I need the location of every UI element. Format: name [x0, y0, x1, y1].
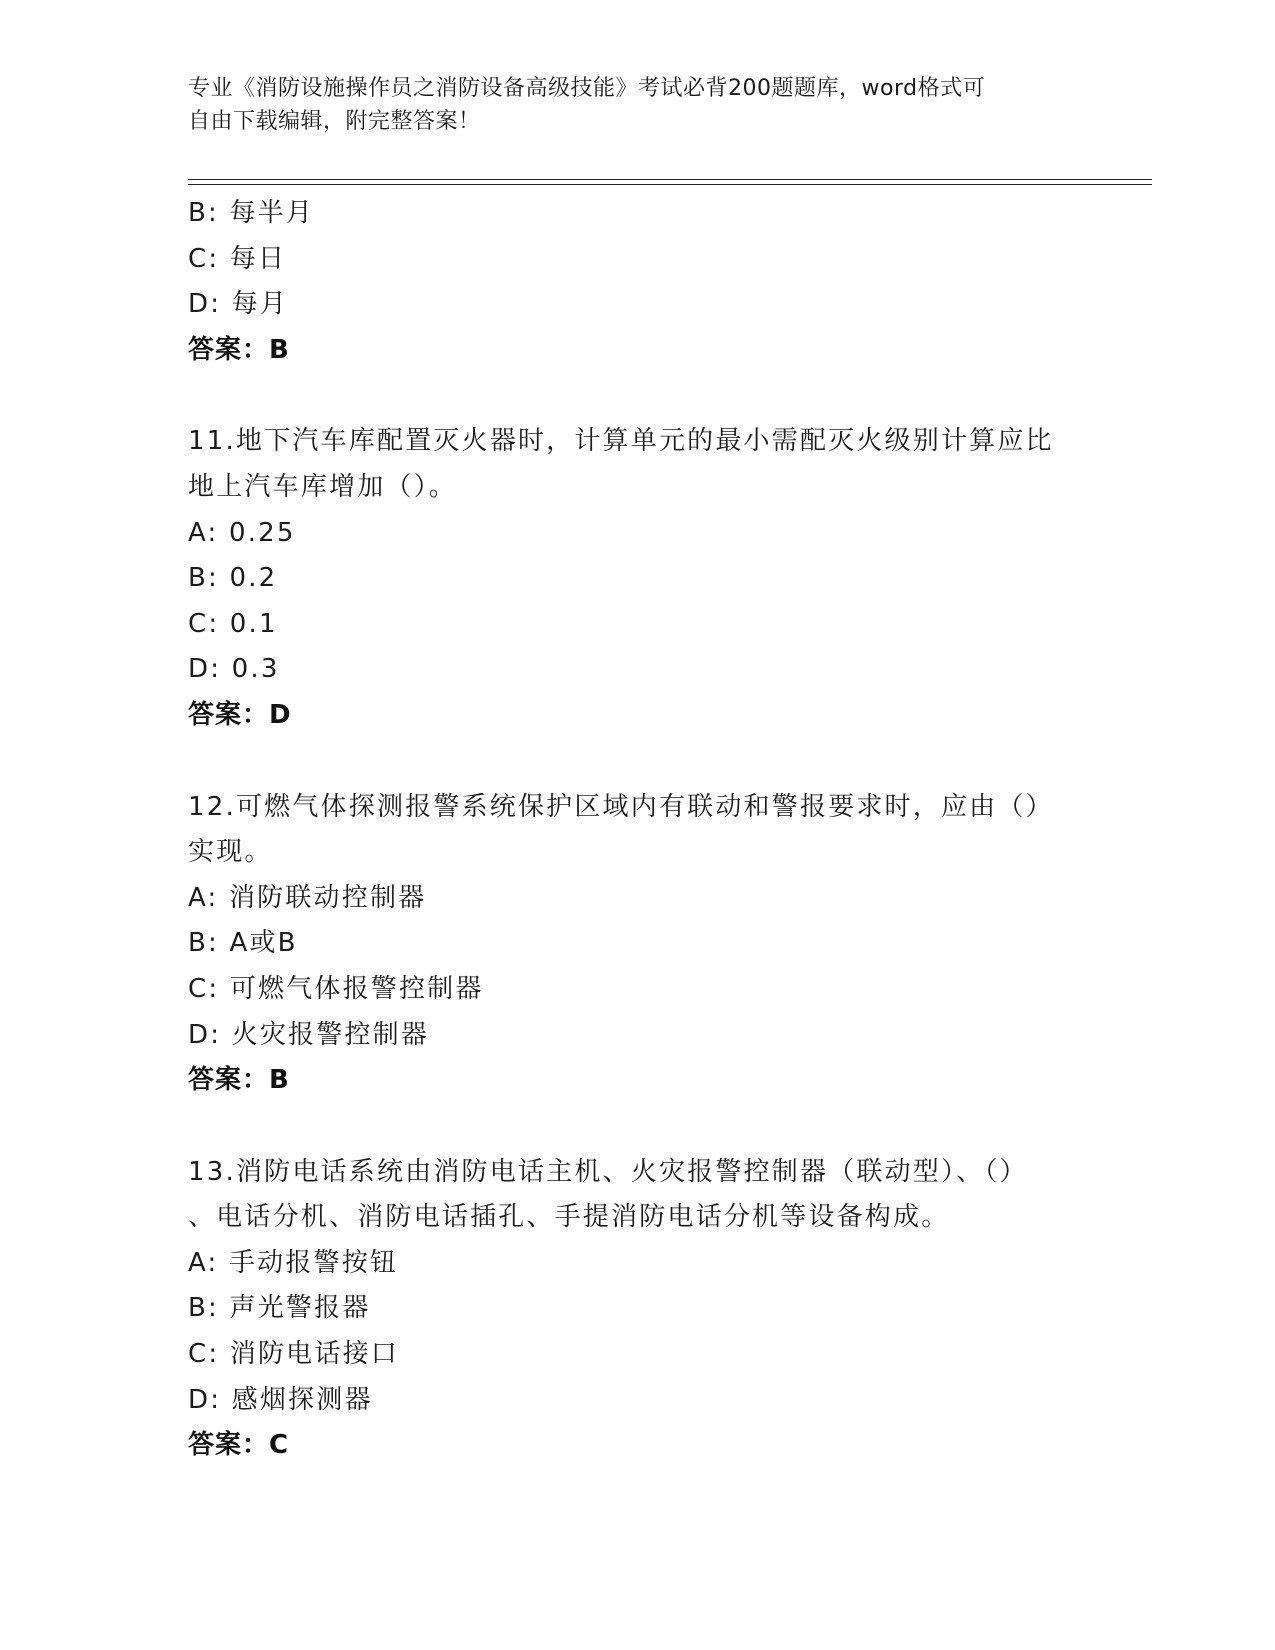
option-c: C: 每日: [188, 243, 287, 274]
option-d: D: 火灾报警控制器: [188, 1019, 430, 1050]
question-13: [188, 1150, 1088, 1469]
option-a: A: 手动报警按钮: [188, 1247, 399, 1278]
question-11: [188, 419, 1088, 738]
question-12: [188, 785, 1088, 1104]
question-text-line-1: 13.消防电话系统由消防电话主机、火灾报警控制器（联动型）、（）: [188, 1156, 1028, 1187]
question-text-line-1: 12.可燃气体探测报警系统保护区域内有联动和警报要求时，应由（）: [188, 791, 1054, 822]
answer-label: 答案：C: [188, 1430, 290, 1461]
header-line-1: 专业《消防设施操作员之消防设备高级技能》考试必背200题题库，word格式可: [188, 76, 986, 101]
option-c: C: 0.1: [188, 608, 278, 639]
question-text-line-1: 11.地下汽车库配置灭火器时，计算单元的最小需配灭火级别计算应比: [188, 426, 1054, 457]
option-b: B: 声光警报器: [188, 1293, 371, 1324]
header-divider-bottom: [188, 184, 1152, 185]
option-d: D: 每月: [188, 289, 289, 320]
option-d: D: 0.3: [188, 654, 280, 685]
question-text-line-2: 地上汽车库增加（）。: [188, 471, 458, 502]
question-text-line-2: 实现。: [188, 837, 273, 868]
answer-label: 答案：D: [188, 699, 292, 730]
option-b: B: A或B: [188, 928, 298, 959]
option-d: D: 感烟探测器: [188, 1384, 373, 1415]
header-line-2: 自由下载编辑，附完整答案！: [188, 109, 481, 134]
document-header: [188, 72, 1088, 138]
option-c: C: 可燃气体报警控制器: [188, 973, 484, 1004]
option-c: C: 消防电话接口: [188, 1339, 399, 1370]
spacer: [188, 1104, 1088, 1150]
answer-label: 答案：B: [188, 334, 290, 365]
option-a: A: 消防联动控制器: [188, 882, 427, 913]
header-divider-top: [188, 179, 1152, 180]
previous-question-tail: [188, 191, 1088, 373]
option-b: B: 0.2: [188, 563, 278, 594]
option-b: B: 每半月: [188, 198, 315, 228]
question-list: [188, 191, 1088, 1469]
question-text-line-2: 、电话分机、消防电话插孔、手提消防电话分机等设备构成。: [188, 1202, 950, 1233]
answer-label: 答案：B: [188, 1065, 290, 1096]
spacer: [188, 739, 1088, 785]
spacer: [188, 373, 1088, 419]
option-a: A: 0.25: [188, 517, 296, 548]
